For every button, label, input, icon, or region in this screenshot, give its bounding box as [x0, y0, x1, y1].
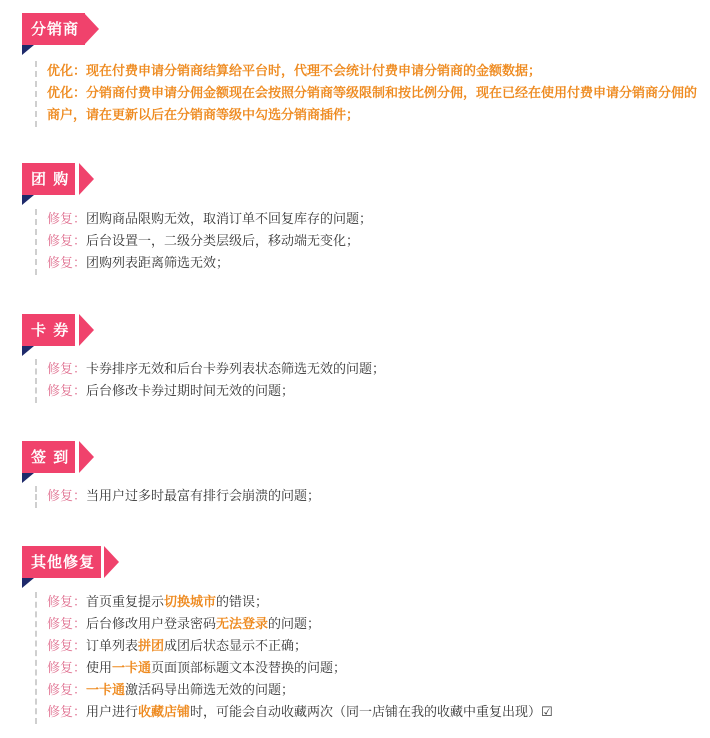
highlight-text: 一卡通 [112, 661, 152, 676]
fix-prefix: 修复： [47, 705, 87, 720]
list-item [47, 359, 385, 381]
fix-prefix: 修复： [47, 384, 87, 399]
item-text: 当用户过多时最富有排行会崩溃的问题； [86, 489, 321, 504]
section-body [35, 209, 372, 275]
dashed-divider [35, 359, 37, 403]
fix-prefix: 修复： [47, 595, 87, 610]
section-title: 团 购 [22, 163, 75, 195]
section-body [35, 359, 385, 403]
list-item [47, 680, 553, 702]
dashed-divider [35, 209, 37, 275]
highlight-text: 拼团 [138, 639, 165, 654]
fix-prefix: 修复： [47, 617, 87, 632]
section-distributor [22, 13, 699, 127]
item-text: 卡券排序无效和后台卡券列表状态筛选无效的问题； [86, 362, 386, 377]
item-text: 订单列表 [86, 639, 139, 654]
item-text: 团购列表距离筛选无效； [86, 256, 230, 271]
fix-prefix: 修复： [47, 362, 87, 377]
item-text: 时，可能会自动收藏两次（同一店铺在我的收藏中重复出现）☑ [190, 705, 553, 720]
item-text: 激活码导出筛选无效的问题； [125, 683, 295, 698]
fix-prefix: 修复： [47, 234, 87, 249]
section-title: 分销商 [22, 13, 85, 45]
item-text: 后台设置一，二级分类层级后，移动端无变化； [86, 234, 360, 249]
tag-arrow [104, 546, 119, 578]
section-title: 卡 券 [22, 314, 75, 346]
fix-prefix: 修复： [47, 639, 87, 654]
list-item [47, 253, 372, 275]
list-item [47, 636, 553, 658]
section-tag [22, 546, 101, 578]
item-text: 的错误； [216, 595, 269, 610]
dashed-divider [35, 486, 37, 508]
list-item [47, 209, 372, 231]
item-text: 后台修改用户登录密码 [86, 617, 217, 632]
tag-fold [22, 45, 34, 55]
tag-fold [22, 346, 34, 356]
section-check-in [22, 441, 320, 508]
highlight-text: 收藏店铺 [138, 705, 191, 720]
list-item [47, 614, 553, 636]
list-item [47, 231, 372, 253]
list-item: 优化：分销商付费申请分佣金额现在会按照分销商等级限制和按比例分佣，现在已经在使用付费申请分销商分佣的商户，请在更新以后在分销商等级中勾选分销商插件； [47, 86, 698, 123]
list-item [47, 381, 385, 403]
highlight-text: 切换城市 [164, 595, 217, 610]
section-title: 签 到 [22, 441, 75, 473]
section-body [35, 486, 320, 508]
fix-prefix: 修复： [47, 212, 87, 227]
section-tag [22, 13, 85, 45]
highlight-text: 一卡通 [86, 683, 126, 698]
fix-prefix: 修复： [47, 489, 87, 504]
list-item [47, 658, 553, 680]
list-item [47, 486, 320, 508]
section-tag [22, 441, 75, 473]
item-text: 的问题； [268, 617, 321, 632]
fix-prefix: 修复： [47, 683, 87, 698]
section-body [35, 61, 699, 127]
item-text: 团购商品限购无效，取消订单不回复库存的问题； [86, 212, 373, 227]
list-item [47, 702, 553, 724]
item-text: 用户进行 [86, 705, 139, 720]
tag-fold [22, 473, 34, 483]
list-item [47, 592, 553, 614]
dashed-divider [35, 592, 37, 724]
tag-fold [22, 195, 34, 205]
item-text: 成团后状态显示不正确； [164, 639, 308, 654]
highlight-text: 无法登录 [216, 617, 269, 632]
section-tag [22, 163, 75, 195]
section-body [35, 592, 553, 724]
section-tag [22, 314, 75, 346]
section-group-buy [22, 163, 372, 275]
section-other-fixes [22, 546, 553, 724]
item-text: 使用 [86, 661, 113, 676]
tag-arrow [79, 314, 94, 346]
section-coupon [22, 314, 385, 403]
tag-arrow [79, 163, 94, 195]
section-title: 其他修复 [22, 546, 101, 578]
tag-arrow [84, 13, 99, 45]
list-item: 优化：现在付费申请分销商结算给平台时，代理不会统计付费申请分销商的金额数据； [47, 64, 542, 79]
item-text: 首页重复提示 [86, 595, 165, 610]
tag-arrow [79, 441, 94, 473]
item-text: 后台修改卡券过期时间无效的问题； [86, 384, 295, 399]
dashed-divider [35, 61, 37, 127]
fix-prefix: 修复： [47, 256, 87, 271]
item-text: 页面顶部标题文本没替换的问题； [151, 661, 347, 676]
tag-fold [22, 578, 34, 588]
fix-prefix: 修复： [47, 661, 87, 676]
